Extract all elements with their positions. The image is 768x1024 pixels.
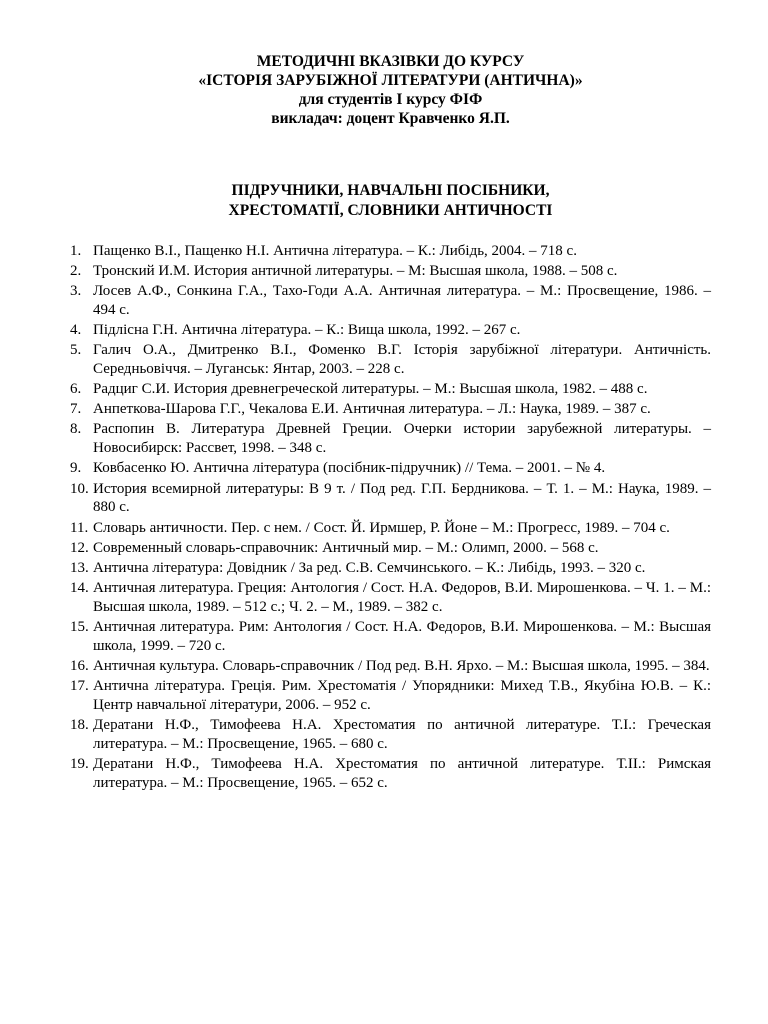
reference-text: Античная культура. Словарь-справочник / Под ред. В.Н. Ярхо. – М.: Высшая школа, 1995. – 384. — [93, 657, 710, 674]
reference-item — [70, 559, 711, 578]
reference-number: 8. — [70, 421, 82, 438]
reference-number: 16. — [70, 657, 89, 674]
reference-text: Античная литература. Греция: Антология / Сост. Н.А. Федоров, В.И. Мирошенкова. – Ч. 1. – М.: Высшая школа, 1989. – 512 с.; Ч. 2. – М., 1989. – 382 с. — [93, 579, 711, 615]
reference-number: 2. — [70, 263, 82, 280]
reference-text: Ковбасенко Ю. Антична література (посібник-підручник) // Тема. – 2001. – № 4. — [93, 460, 606, 477]
reference-item — [70, 282, 711, 320]
reference-number: 3. — [70, 283, 82, 300]
reference-item — [70, 579, 711, 617]
reference-item — [70, 519, 711, 538]
reference-text: Пащенко В.І., Пащенко Н.І. Антична література. – К.: Либідь, 2004. – 718 с. — [93, 243, 577, 259]
reference-text: Дератани Н.Ф., Тимофеева Н.А. Хрестоматия по античной литературе. Т.ІІ.: Римская литература. – М.: Просвещение, 1965. – 652 с. — [93, 755, 711, 791]
reference-item — [70, 539, 711, 558]
reference-text: Антична література. Греція. Рим. Хрестоматія / Упорядники: Михед Т.В., Якубіна Ю.В. – К.: Центр навчальної літератури, 2006. – 952 с. — [93, 677, 711, 713]
reference-text: Античная литература. Рим: Антология / Сост. Н.А. Федоров, В.И. Мирошенкова. – М.: Высшая школа, 1999. – 720 с. — [93, 618, 711, 654]
reference-text: Дератани Н.Ф., Тимофеева Н.А. Хрестоматия по античной литературе. Т.І.: Греческая литература. – М.: Просвещение, 1965. – 680 с. — [93, 716, 711, 752]
reference-text: Підлісна Г.Н. Антична література. – К.: Вища школа, 1992. – 267 с. — [93, 322, 521, 339]
reference-text: Анпеткова-Шарова Г.Г., Чекалова Е.И. Античная литература. – Л.: Наука, 1989. – 387 с. — [93, 401, 651, 418]
reference-text: Распопин В. Литература Древней Греции. Очерки истории зарубежной литературы. – Новосибирск: Рассвет, 1998. – 348 с. — [93, 421, 711, 457]
reference-number: 7. — [70, 401, 82, 418]
reference-item — [70, 618, 711, 656]
document-header — [70, 52, 711, 128]
reference-item — [70, 380, 711, 399]
reference-text: Современный словарь-справочник: Античный мир. – М.: Олимп, 2000. – 568 с. — [93, 539, 599, 556]
reference-number: 12. — [70, 539, 89, 556]
reference-number: 10. — [70, 480, 89, 497]
header-course-name: «ІСТОРІЯ ЗАРУБІЖНОЇ ЛІТЕРАТУРИ (АНТИЧНА)» — [198, 72, 583, 89]
reference-number: 17. — [70, 677, 89, 694]
reference-text: История всемирной литературы: В 9 т. / Под ред. Г.П. Бердникова. – Т. 1. – М.: Наука, 1989. – 880 с. — [93, 480, 711, 516]
header-lecturer: викладач: доцент Кравченко Я.П. — [271, 110, 510, 127]
reference-number: 9. — [70, 460, 82, 477]
reference-number: 19. — [70, 755, 89, 772]
reference-item — [70, 262, 711, 281]
reference-text: Словарь античности. Пер. с нем. / Сост. Й. Ирмшер, Р. Йоне – М.: Прогресс, 1989. – 704 с. — [93, 519, 670, 536]
reference-item — [70, 321, 711, 340]
reference-number: 15. — [70, 618, 89, 635]
reference-item — [70, 677, 711, 715]
reference-text: Тронский И.М. История античной литературы. – М: Высшая школа, 1988. – 508 с. — [93, 263, 618, 280]
section-heading-line-2: ХРЕСТОМАТІЇ, СЛОВНИКИ АНТИЧНОСТІ — [228, 202, 553, 219]
section-heading-line-1: ПІДРУЧНИКИ, НАВЧАЛЬНІ ПОСІБНИКИ, — [231, 182, 550, 199]
reference-item — [70, 657, 711, 676]
reference-number: 5. — [70, 342, 82, 359]
reference-list — [70, 242, 711, 793]
reference-text: Радциг С.И. История древнегреческой литературы. – М.: Высшая школа, 1982. – 488 с. — [93, 381, 648, 398]
reference-number: 6. — [70, 381, 82, 398]
reference-item — [70, 755, 711, 793]
header-audience: для студентів І курсу ФІФ — [298, 91, 483, 108]
reference-number: 1. — [70, 243, 82, 259]
reference-number: 13. — [70, 559, 89, 576]
reference-item — [70, 459, 711, 478]
section-heading — [70, 181, 711, 221]
reference-item — [70, 341, 711, 379]
reference-number: 11. — [70, 519, 89, 536]
reference-text: Лосев А.Ф., Сонкина Г.А., Тахо-Годи А.А. Античная литература. – М.: Просвещение, 1986. – 494 с. — [93, 283, 711, 319]
reference-number: 18. — [70, 716, 89, 733]
reference-item — [70, 420, 711, 458]
reference-item — [70, 480, 711, 518]
reference-item — [70, 716, 711, 754]
reference-item — [70, 242, 711, 261]
reference-text: Антична література: Довідник / За ред. С.В. Семчинського. – К.: Либідь, 1993. – 320 с. — [93, 559, 646, 576]
reference-text: Галич О.А., Дмитренко В.І., Фоменко В.Г. Історія зарубіжної літератури. Античність. Середньовіччя. – Луганськ: Янтар, 2003. – 228 с. — [93, 342, 711, 378]
reference-number: 4. — [70, 322, 82, 339]
reference-number: 14. — [70, 579, 89, 596]
header-course-title: МЕТОДИЧНІ ВКАЗІВКИ ДО КУРСУ — [256, 53, 525, 70]
reference-item — [70, 400, 711, 419]
